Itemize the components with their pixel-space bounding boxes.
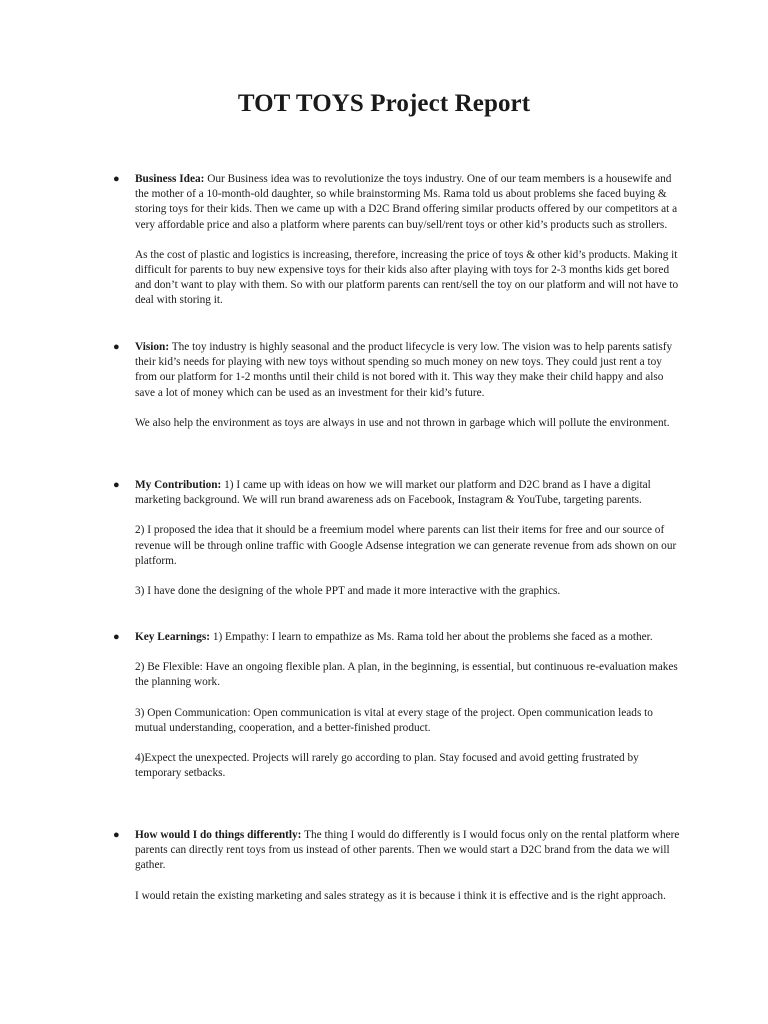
learnings-heading: Key Learnings: [135, 631, 210, 643]
bullet-icon: ● [113, 829, 120, 841]
vision-text-1: The toy industry is highly seasonal and the product lifecycle is very low. The vision was to help parents satisfy their kid’s needs for playing with new toys without spending so much money on new toys. They could just rent a toy from our platform for 1-2 months until their child is not bored with it. This way they make their child happy and also save a lot of money which can be used as an investment for their kid’s future. [135, 341, 673, 399]
section-vision [113, 340, 680, 431]
vision-paragraph-1 [135, 340, 680, 401]
bullet-icon: ● [113, 631, 120, 643]
differently-paragraph-2: I would retain the existing marketing and sales strategy as it is because i think it is effective and is the right approach. [135, 889, 666, 902]
contribution-paragraph-2: 2) I proposed the idea that it should be a freemium model where parents can list their items for free and our source of revenue will be through online traffic with Google Adsense integration we can generate revenue from ads shown on our platform. [135, 524, 677, 567]
contribution-paragraph-3: 3) I have done the designing of the whole PPT and made it more interactive with the graphics. [135, 585, 561, 598]
section-key-learnings [113, 630, 680, 781]
learnings-paragraph-4: 4)Expect the unexpected. Projects will rarely go according to plan. Stay focused and avoid getting frustrated by temporary setbacks. [135, 752, 639, 780]
business-idea-text-1: Our Business idea was to revolutionize the toys industry. One of our team members is a housewife and the mother of a 10-month-old daughter, so while brainstorming Ms. Rama told us about problems she faced buying & storing toys for their kids. Then we came up with a D2C Brand offering similar products offered by our competitors at a very affordable price and also a platform where parents can buy/sell/rent toys or other kid’s products such as strollers. [135, 173, 678, 231]
differently-text-1: The thing I would do differently is I would focus only on the rental platform where parents can directly rent toys from us instead of other parents. Then we would start a D2C brand from the data we will gather. [135, 829, 680, 872]
differently-heading: How would I do things differently: [135, 829, 302, 841]
bullet-icon: ● [113, 341, 120, 353]
bullet-icon: ● [113, 173, 120, 185]
section-do-differently [113, 828, 680, 904]
section-business-idea [113, 172, 680, 309]
learnings-text-1: 1) Empathy: I learn to empathize as Ms. Rama told her about the problems she faced as a mother. [210, 631, 653, 643]
learnings-paragraph-1 [135, 630, 680, 645]
contribution-text-1: 1) I came up with ideas on how we will market our platform and D2C brand as I have a digital marketing background. We will run brand awareness ads on Facebook, Instagram & YouTube, targeting parents. [135, 479, 651, 507]
vision-heading: Vision: [135, 341, 170, 353]
vision-paragraph-2: We also help the environment as toys are always in use and not thrown in garbage which will pollute the environment. [135, 416, 670, 429]
contribution-paragraph-1 [135, 478, 680, 508]
learnings-paragraph-3: 3) Open Communication: Open communication is vital at every stage of the project. Open communication leads to mutual understanding, cooperation, and a better-finished product. [135, 706, 653, 734]
contribution-heading: My Contribution: [135, 479, 222, 491]
differently-paragraph-1 [135, 828, 680, 874]
page-title: TOT TOYS Project Report [237, 90, 531, 117]
business-idea-paragraph-1 [135, 172, 680, 233]
learnings-paragraph-2: 2) Be Flexible: Have an ongoing flexible plan. A plan, in the beginning, is essential, but continuous re-evaluation makes the planning work. [135, 661, 678, 689]
business-idea-heading: Business Idea: [135, 173, 205, 185]
business-idea-paragraph-2: As the cost of plastic and logistics is increasing, therefore, increasing the price of toys & other kid’s products. Making it difficult for parents to buy new expensive toys for their kids also after playing with toys for 2-3 months kids get bored and don’t want to play with them. So with our platform parents can rent/sell the toy on our platform and will not have to deal with storing it. [135, 248, 679, 307]
bullet-icon: ● [113, 479, 120, 491]
section-contribution [113, 478, 680, 599]
